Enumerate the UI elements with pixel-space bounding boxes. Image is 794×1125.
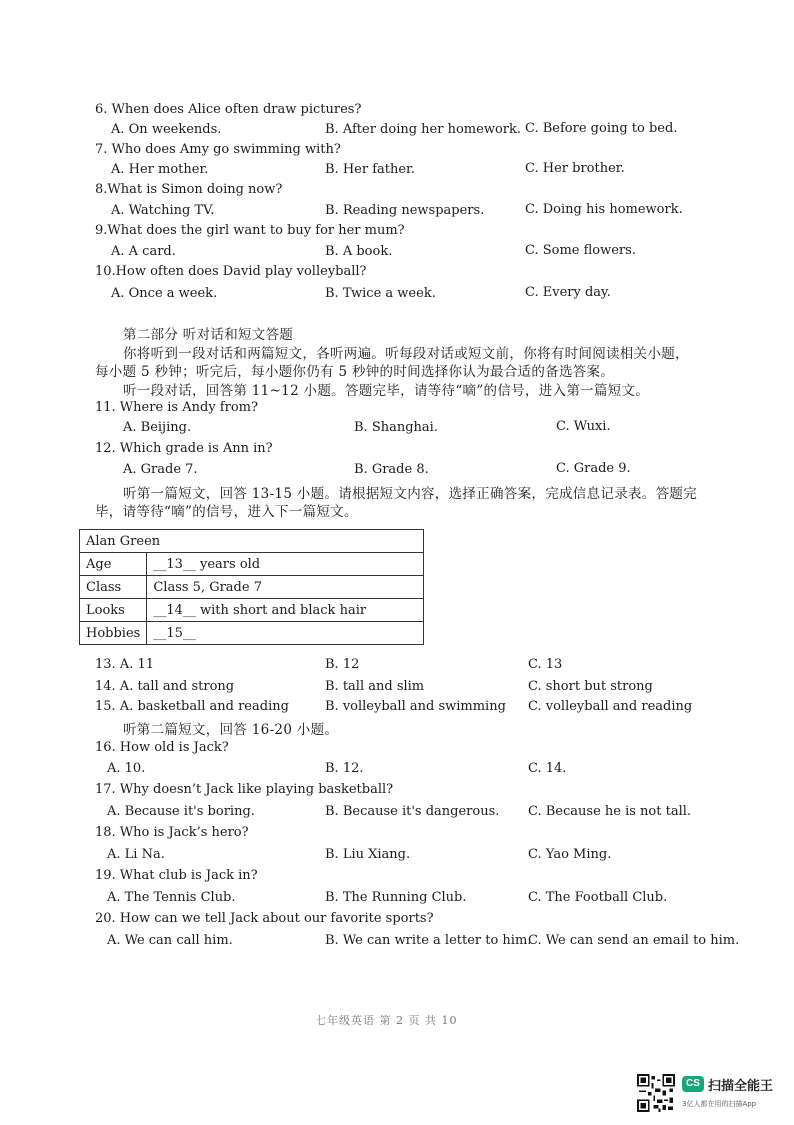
option-8c: C. Doing his homework. — [525, 202, 683, 217]
camscanner-logo-icon: CS — [682, 1076, 704, 1092]
option-18a: A. Li Na. — [107, 847, 165, 862]
option-15b: B. volleyball and swimming — [325, 699, 506, 714]
table-value-age: __13__ years old — [147, 553, 424, 576]
table-row — [80, 553, 424, 576]
option-12b: B. Grade 8. — [354, 462, 429, 477]
part2-intro-line1: 你将听到一段对话和两篇短文，各听两遍。听每段对话或短文前，你将有时间阅读相关小题， — [123, 346, 689, 362]
option-11c: C. Wuxi. — [556, 419, 611, 434]
option-10b: B. Twice a week. — [325, 286, 436, 301]
option-17c: C. Because he is not tall. — [528, 804, 692, 819]
option-8b: B. Reading newspapers. — [325, 203, 485, 218]
option-15c: C. volleyball and reading — [528, 699, 693, 714]
question-12: 12. Which grade is Ann in? — [95, 441, 273, 456]
question-16: 16. How old is Jack? — [95, 740, 229, 755]
option-19c: C. The Football Club. — [528, 890, 668, 905]
option-12c: C. Grade 9. — [556, 461, 631, 476]
option-18c: C. Yao Ming. — [528, 847, 612, 862]
question-17: 17. Why doesn’t Jack like playing basketball? — [95, 782, 394, 797]
question-6: 6. When does Alice often draw pictures? — [95, 102, 362, 117]
option-14b: B. tall and slim — [325, 679, 425, 694]
option-18b: B. Liu Xiang. — [325, 847, 411, 862]
question-19: 19. What club is Jack in? — [95, 868, 258, 883]
table-label-hobbies: Hobbies — [80, 622, 147, 645]
table-label-looks: Looks — [80, 599, 147, 622]
option-16b: B. 12. — [325, 761, 364, 776]
option-9a: A. A card. — [111, 244, 176, 259]
option-7a: A. Her mother. — [111, 162, 209, 177]
table-title: Alan Green — [80, 530, 424, 553]
option-14a: 14. A. tall and strong — [95, 679, 235, 694]
question-9: 9.What does the girl want to buy for her mum? — [95, 223, 405, 238]
table-value-looks: __14__ with short and black hair — [147, 599, 424, 622]
option-16c: C. 14. — [528, 761, 567, 776]
question-10: 10.How often does David play volleyball? — [95, 264, 367, 279]
part2-intro-line2: 每小题 5 秒钟；听完后，每小题你仍有 5 秒钟的时间选择你认为最合适的备选答案。 — [95, 364, 615, 380]
qr-code-icon — [637, 1074, 675, 1112]
option-15a: 15. A. basketball and reading — [95, 699, 289, 714]
table-value-class: Class 5, Grade 7 — [147, 576, 424, 599]
option-13b: B. 12 — [325, 657, 360, 672]
question-18: 18. Who is Jack’s hero? — [95, 825, 249, 840]
table-label-age: Age — [80, 553, 147, 576]
option-11a: A. Beijing. — [123, 420, 192, 435]
info-record-table — [79, 529, 424, 645]
option-11b: B. Shanghai. — [354, 420, 438, 435]
option-13c: C. 13 — [528, 657, 563, 672]
option-9b: B. A book. — [325, 244, 393, 259]
scanner-tagline: 3亿人都在用的扫描App — [682, 1100, 757, 1108]
option-6a: A. On weekends. — [111, 122, 222, 137]
table-row — [80, 576, 424, 599]
part2-heading: 第二部分 听对话和短文答题 — [123, 327, 294, 343]
option-14c: C. short but strong — [528, 679, 653, 694]
page-footer: 七年级英语 第 2 页 共 10 — [315, 1014, 458, 1027]
scanner-app-name: 扫描全能王 — [708, 1079, 774, 1094]
option-6c: C. Before going to bed. — [525, 121, 678, 136]
question-20: 20. How can we tell Jack about our favorite sports? — [95, 911, 434, 926]
option-20c: C. We can send an email to him. — [528, 933, 740, 948]
option-13a: 13. A. 11 — [95, 657, 155, 672]
question-8: 8.What is Simon doing now? — [95, 182, 283, 197]
passage2-instruction: 听第二篇短文，回答 16-20 小题。 — [123, 722, 339, 738]
passage1-instruction-line1: 听第一篇短文，回答 13-15 小题。请根据短文内容，选择正确答案，完成信息记录表。答题完 — [123, 486, 697, 502]
option-12a: A. Grade 7. — [123, 462, 198, 477]
option-17b: B. Because it's dangerous. — [325, 804, 500, 819]
option-10a: A. Once a week. — [111, 286, 218, 301]
option-9c: C. Some flowers. — [525, 243, 636, 258]
option-7b: B. Her father. — [325, 162, 415, 177]
dialogue-instruction: 听一段对话，回答第 11~12 小题。答题完毕，请等待“嘀”的信号，进入第一篇短文。 — [123, 383, 650, 399]
option-8a: A. Watching TV. — [111, 203, 215, 218]
option-20b: B. We can write a letter to him. — [325, 933, 532, 948]
option-6b: B. After doing her homework. — [325, 122, 521, 137]
question-11: 11. Where is Andy from? — [95, 400, 258, 415]
passage1-instruction-line2: 毕，请等待“嘀”的信号，进入下一篇短文。 — [95, 504, 358, 520]
table-value-hobbies: __15__ — [147, 622, 424, 645]
option-17a: A. Because it's boring. — [107, 804, 255, 819]
option-20a: A. We can call him. — [107, 933, 233, 948]
option-19b: B. The Running Club. — [325, 890, 467, 905]
option-16a: A. 10. — [107, 761, 146, 776]
table-row — [80, 622, 424, 645]
table-title-row — [80, 530, 424, 553]
option-7c: C. Her brother. — [525, 161, 625, 176]
question-7: 7. Who does Amy go swimming with? — [95, 142, 341, 157]
option-19a: A. The Tennis Club. — [107, 890, 236, 905]
table-label-class: Class — [80, 576, 147, 599]
table-row — [80, 599, 424, 622]
option-10c: C. Every day. — [525, 285, 611, 300]
